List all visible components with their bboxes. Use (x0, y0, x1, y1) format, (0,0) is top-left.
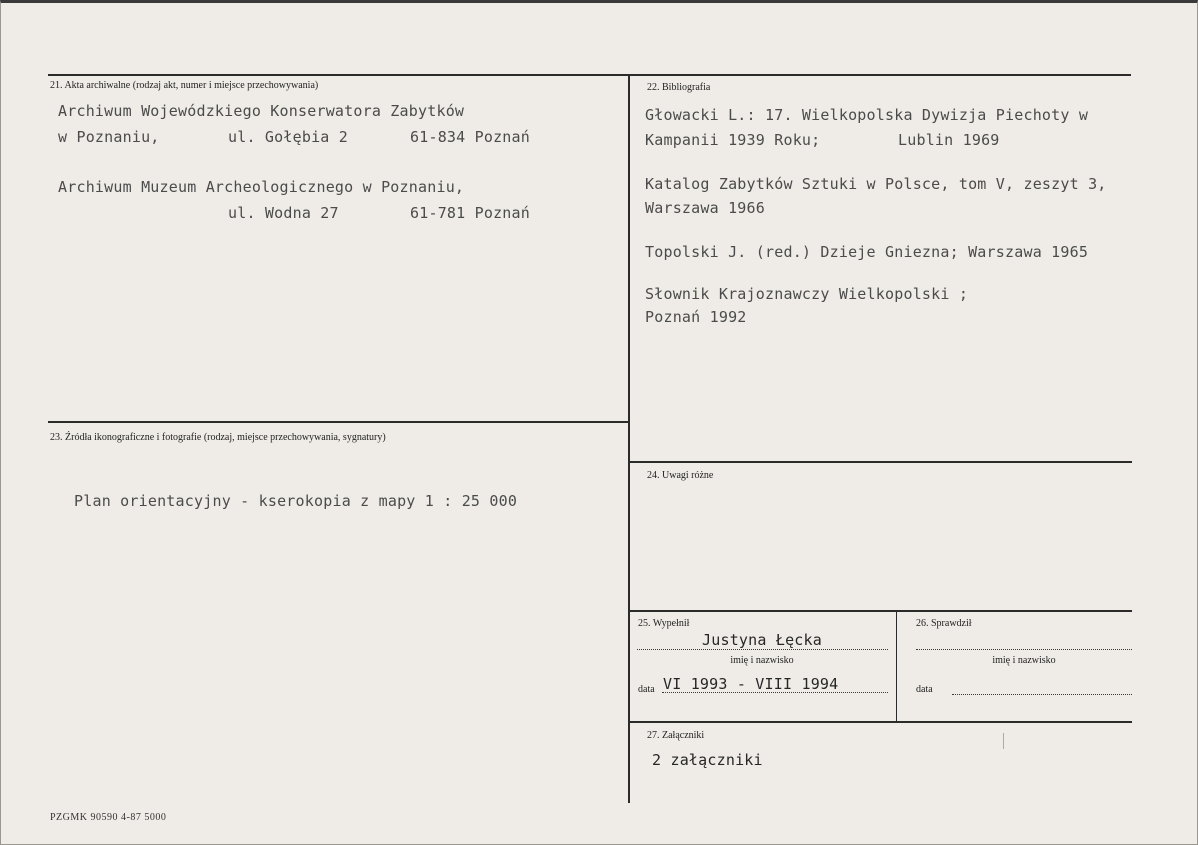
archive-2-name: Archiwum Muzeum Archeologicznego w Poznaniu, (58, 178, 465, 196)
top-rule (48, 74, 1131, 76)
section-27-label: 27. Załączniki (647, 730, 705, 741)
section-21-label: 21. Akta archiwalne (rodzaj akt, numer i miejsce przechowywania) (50, 80, 319, 91)
filled-by-name-caption: imię i nazwisko (730, 655, 794, 666)
archive-1-postal: 61-834 Poznań (410, 128, 530, 146)
section-24-rule (630, 461, 1132, 463)
section-26-label: 26. Sprawdził (916, 618, 972, 629)
section-24-label: 24. Uwagi różne (647, 470, 714, 481)
biblio-1-line2b: Lublin 1969 (898, 131, 1000, 149)
filled-by-date: VI 1993 - VIII 1994 (663, 675, 839, 693)
archive-1-city: w Poznaniu, (58, 128, 160, 146)
section-22-label: 22. Bibliografia (647, 82, 711, 93)
biblio-2-line2: Warszawa 1966 (645, 199, 765, 217)
filled-by-date-label: data (638, 684, 655, 695)
filled-by-name: Justyna Łęcka (702, 631, 822, 649)
section-25-26-divider (896, 612, 897, 722)
section-23-rule (48, 421, 628, 423)
biblio-4-line1: Słownik Krajoznawczy Wielkopolski ; (645, 285, 969, 303)
biblio-1-line2a: Kampanii 1939 Roku; (645, 131, 821, 149)
print-code: PZGMK 90590 4-87 5000 (50, 812, 167, 823)
checked-by-date-label: data (916, 684, 933, 695)
archive-2-postal: 61-781 Poznań (410, 204, 530, 222)
stray-mark (1003, 733, 1004, 749)
attachments-value: 2 załączniki (652, 751, 763, 769)
filled-by-date-line (662, 692, 888, 693)
section-23-label: 23. Źródła ikonograficzne i fotografie (rodzaj, miejsce przechowywania, sygnatury) (50, 432, 386, 443)
checked-by-date-line (952, 694, 1132, 695)
section-25-rule (630, 610, 1132, 612)
section-25-label: 25. Wypełnił (638, 618, 690, 629)
biblio-1-line1: Głowacki L.: 17. Wielkopolska Dywizja Piechoty w (645, 106, 1089, 124)
biblio-3-line1: Topolski J. (red.) Dzieje Gniezna; Warszawa 1965 (645, 243, 1089, 261)
archive-1-name: Archiwum Wojewódzkiego Konserwatora Zabytków (58, 102, 465, 120)
checked-by-name-caption: imię i nazwisko (992, 655, 1056, 666)
checked-by-name-line (916, 649, 1132, 650)
archive-2-street: ul. Wodna 27 (228, 204, 339, 222)
biblio-2-line1: Katalog Zabytków Sztuki w Polsce, tom V, zeszyt 3, (645, 175, 1107, 193)
biblio-4-line2: Poznań 1992 (645, 308, 747, 326)
section-27-rule (630, 721, 1132, 723)
iconography-value: Plan orientacyjny - kserokopia z mapy 1 : 25 000 (74, 492, 518, 510)
vertical-divider (628, 76, 630, 803)
filled-by-name-line (637, 649, 888, 650)
archive-1-street: ul. Gołębia 2 (228, 128, 348, 146)
